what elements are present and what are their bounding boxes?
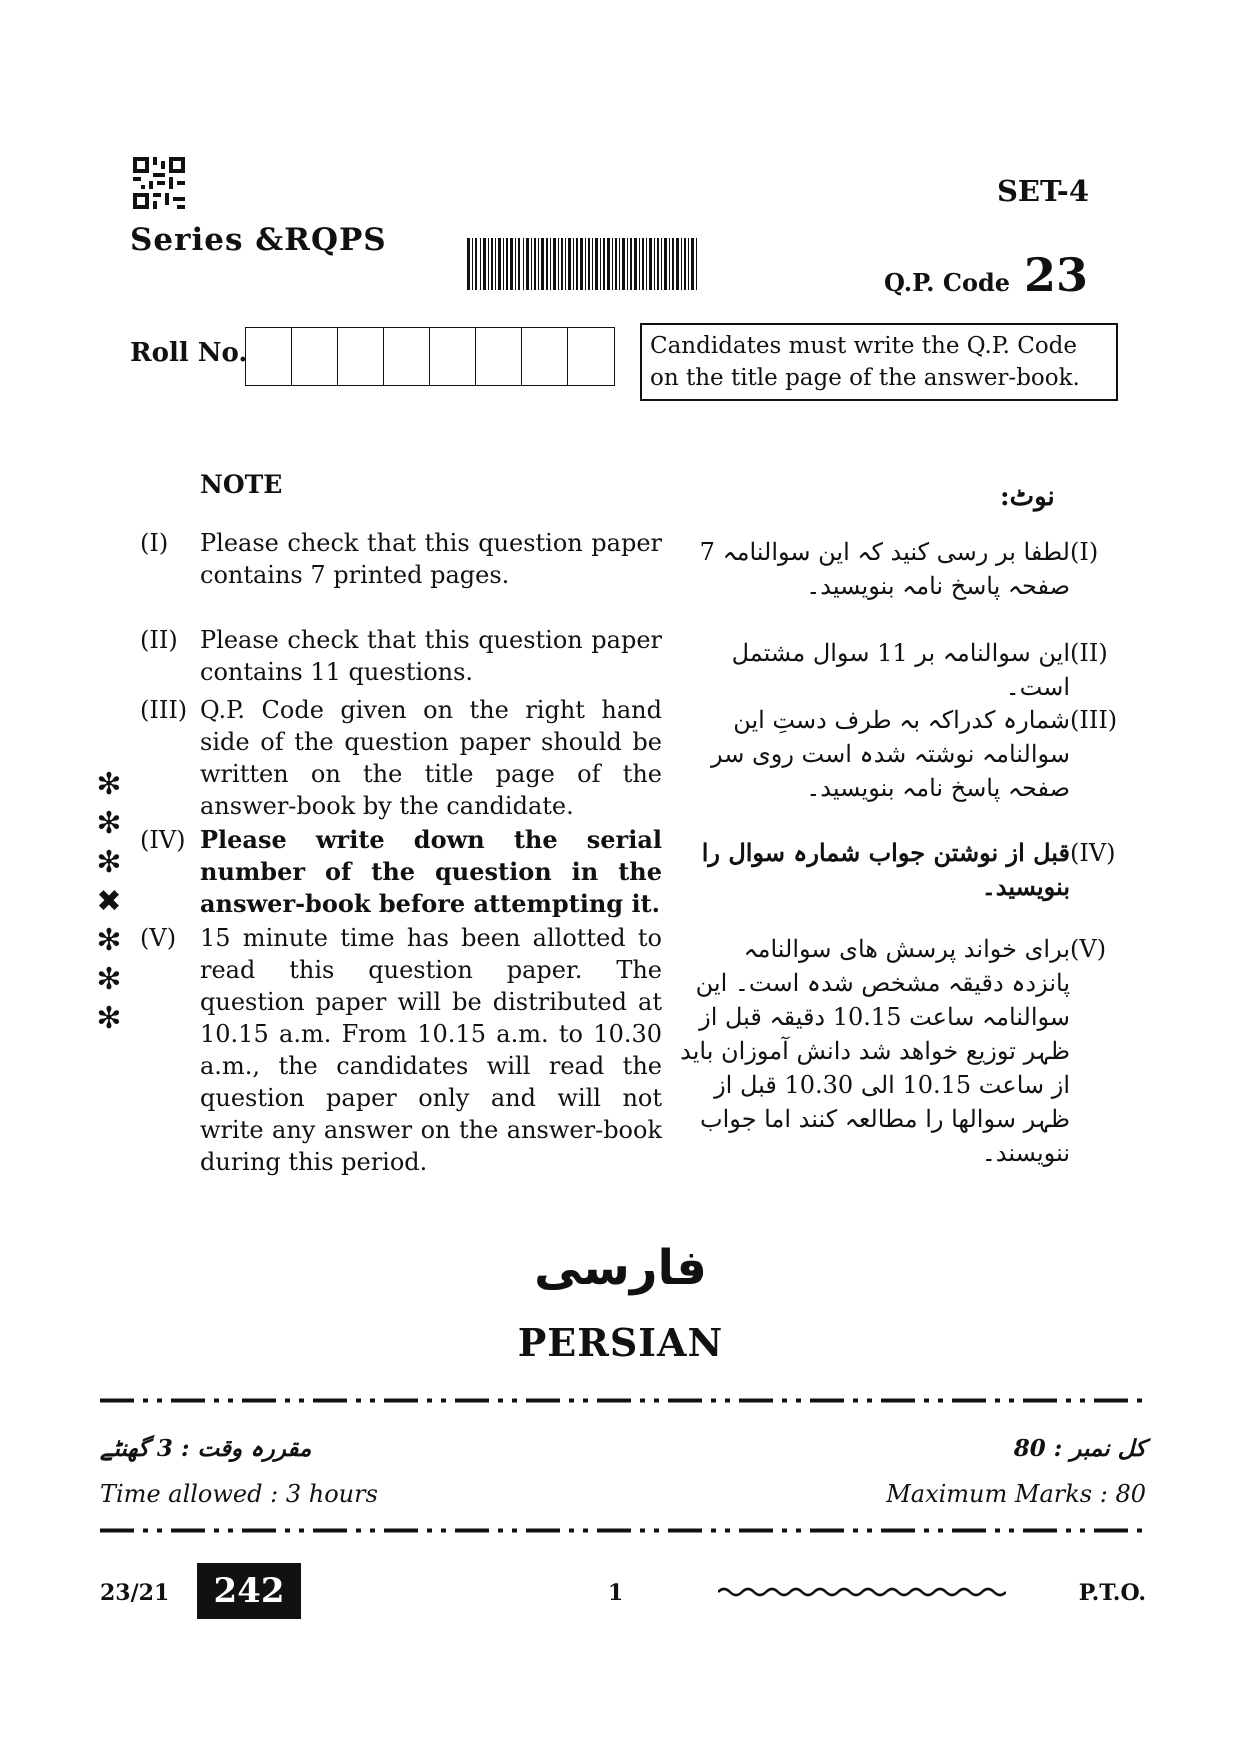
roll-number-cell[interactable]	[246, 328, 292, 385]
note-item-text: Please write down the serial number of the question in the answer-book before attempting it.	[200, 825, 662, 918]
note-item-text: Q.P. Code given on the right hand side of the question paper should be written on the title page of the answer-book by the candidate.	[200, 696, 662, 820]
dash-dot-divider	[100, 1398, 1150, 1403]
cross-icon: ✖	[96, 884, 122, 919]
roll-number-cell[interactable]	[430, 328, 476, 385]
note-item-text: لطفا بر رسی کنید کہ این سوالنامہ 7 صفحہ پاسخ نامہ بنویسید۔	[699, 538, 1070, 600]
note-item-number: (V)	[140, 924, 177, 952]
note-item-number: (I)	[140, 529, 169, 557]
note-heading-en: NOTE	[200, 470, 283, 499]
footer-code-box: 242	[197, 1563, 301, 1619]
note-item-number: (IV)	[1070, 839, 1116, 867]
candidates-note-box: Candidates must write the Q.P. Code on the title page of the answer-book.	[640, 323, 1118, 401]
note-item-fa	[680, 932, 1122, 1170]
page-number: 1	[608, 1580, 624, 1606]
note-item-en	[140, 824, 662, 920]
note-item-text: Please check that this question paper contains 11 questions.	[200, 626, 662, 686]
note-item-number: (V)	[1070, 935, 1107, 963]
note-item-en	[140, 922, 662, 1178]
qp-code-value: 23	[1024, 248, 1089, 302]
note-item-text: Please check that this question paper contains 7 printed pages.	[200, 529, 662, 589]
note-item-fa	[680, 535, 1122, 603]
footer-code: 23/21	[100, 1580, 170, 1606]
note-item-text: برای خواند پرسش ھای سوالنامہ پانزدہ دقیقہ مشخص شدہ است۔ این سوالنامہ ساعت 10.15 دقیقہ قبل از ظہر توزیع خواھد شد دانش آموزان باید از ساعت 10.15 الی 10.30 قبل از ظہر سوالھا را مطالعہ کنند اما جواب ننویسند۔	[680, 935, 1070, 1167]
note-item-en	[140, 527, 662, 591]
series-label: Series &RQPS	[130, 222, 387, 258]
asterisk-icon: ✻	[96, 962, 122, 997]
set-label: SET-4	[996, 174, 1089, 208]
max-marks-fa: کل نمبر : 80	[1013, 1435, 1146, 1462]
note-item-number: (II)	[1070, 639, 1108, 667]
note-item-en	[140, 624, 662, 688]
note-item-fa	[680, 836, 1122, 904]
note-item-text: این سوالنامہ بر 11 سوال مشتمل است۔	[731, 639, 1070, 701]
roll-number-boxes[interactable]	[245, 327, 615, 386]
asterisk-icon: ✻	[96, 923, 122, 958]
note-item-en	[140, 694, 662, 822]
note-item-number: (IV)	[140, 826, 186, 854]
pto-label: P.T.O.	[1078, 1580, 1146, 1606]
note-item-fa	[680, 703, 1122, 805]
roll-number-cell[interactable]	[292, 328, 338, 385]
qr-code	[133, 157, 185, 209]
qp-code	[884, 248, 1088, 302]
subject-title-en: PERSIAN	[517, 1320, 724, 1365]
time-allowed-fa: مقررہ وقت : 3 گھنٹے	[100, 1435, 312, 1462]
note-item-text: شمارہ کدراکہ بہ طرف دستِ این سوالنامہ نوشتہ شدہ است روی سر صفحہ پاسخ نامہ بنویسید۔	[710, 706, 1070, 802]
note-item-number: (I)	[1070, 538, 1099, 566]
dash-dot-divider	[100, 1528, 1150, 1533]
qp-code-label: Q.P. Code	[884, 268, 1011, 297]
asterisk-icon: ✻	[96, 767, 122, 802]
note-item-text: قبل از نوشتن جواب شمارہ سوال را بنویسید۔	[701, 838, 1070, 901]
max-marks-en: Maximum Marks : 80	[886, 1480, 1146, 1508]
margin-star-column	[95, 765, 123, 1038]
wavy-line-decoration	[718, 1584, 1006, 1600]
note-item-fa	[680, 636, 1122, 704]
roll-number-label: Roll No.	[130, 338, 248, 368]
asterisk-icon: ✻	[96, 806, 122, 841]
roll-number-cell[interactable]	[522, 328, 568, 385]
note-item-number: (II)	[140, 626, 178, 654]
note-heading-fa: نوٹ:	[1000, 482, 1055, 512]
time-allowed-en: Time allowed : 3 hours	[100, 1480, 378, 1508]
roll-number-cell[interactable]	[338, 328, 384, 385]
roll-number-cell[interactable]	[568, 328, 614, 385]
note-item-number: (III)	[1070, 706, 1118, 734]
roll-number-cell[interactable]	[384, 328, 430, 385]
roll-number-cell[interactable]	[476, 328, 522, 385]
barcode	[467, 238, 697, 290]
note-item-number: (III)	[140, 696, 188, 724]
asterisk-icon: ✻	[96, 845, 122, 880]
note-item-text: 15 minute time has been allotted to read this question paper. The question paper will be distributed at 10.15 a.m. From 10.15 a.m. to 10.30 a.m., the candidates will read the question paper only and will not write any answer on the answer-book during this period.	[200, 924, 662, 1176]
subject-title-fa: فارسی	[534, 1240, 707, 1296]
asterisk-icon: ✻	[96, 1001, 122, 1036]
